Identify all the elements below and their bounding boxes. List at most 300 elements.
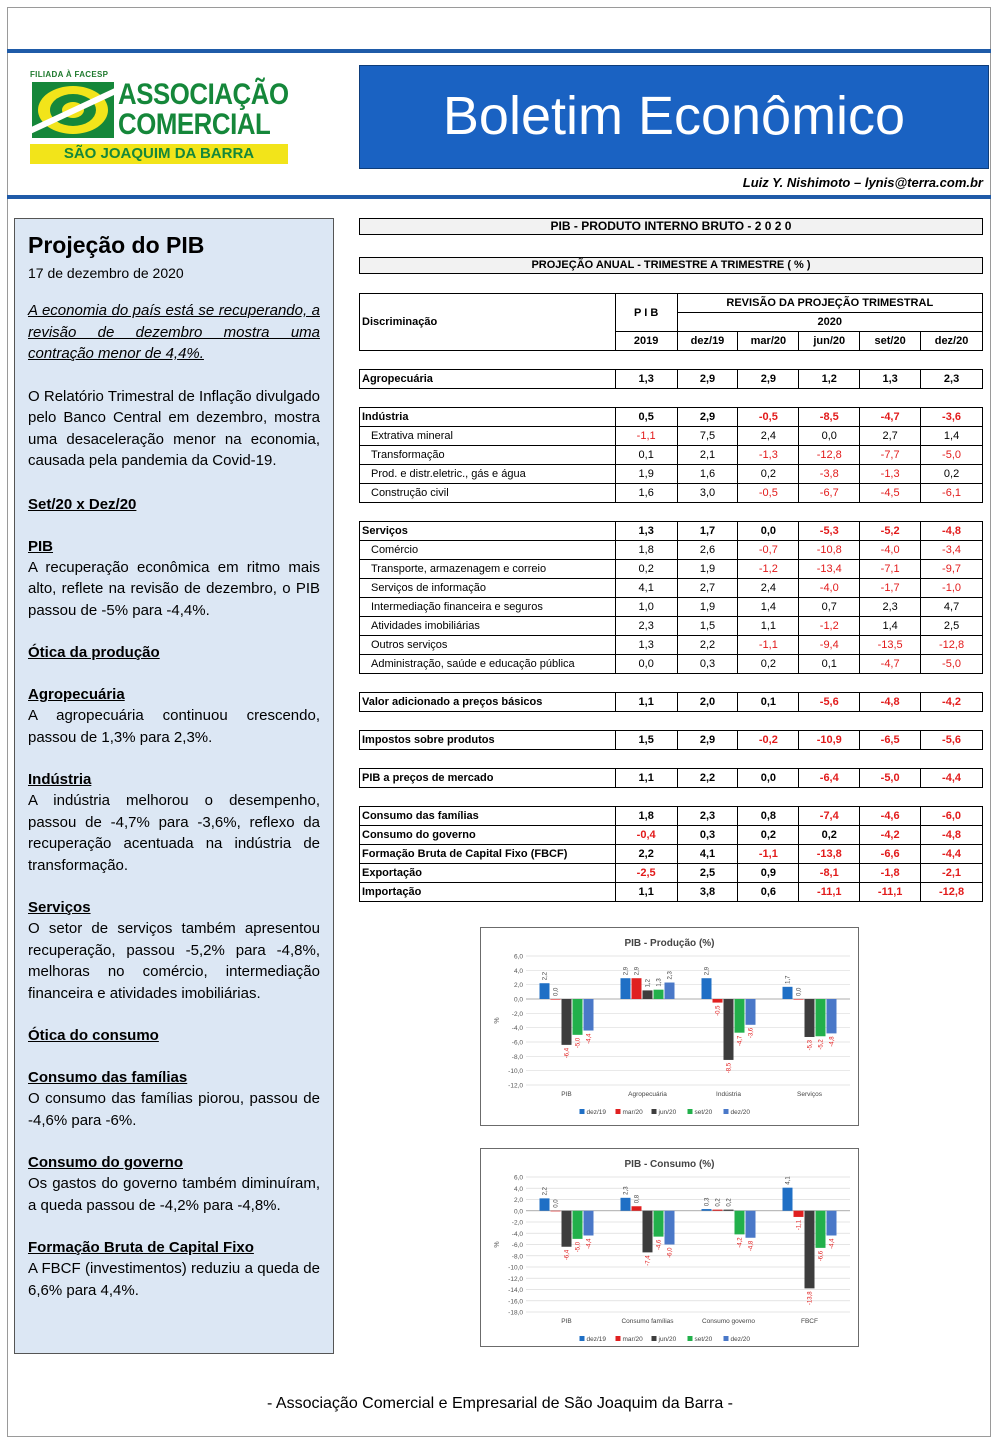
- row-label: Atividades imobiliárias: [360, 617, 616, 636]
- row-value: -4,0: [799, 579, 860, 598]
- row-label: Importação: [360, 883, 616, 902]
- bar-set-20: [816, 1211, 826, 1248]
- y-tick-label: -2,0: [511, 1219, 523, 1227]
- chart-ylabel: %: [494, 1017, 501, 1024]
- data-label: 2,2: [542, 971, 549, 981]
- row-value: 1,8: [615, 541, 677, 560]
- data-label: 1,3: [656, 978, 663, 987]
- row-value: -4,4: [921, 845, 983, 864]
- section-agro-heading: Agropecuária: [28, 686, 125, 703]
- row-value: 2,9: [677, 408, 738, 427]
- logo-affiliation: FILIADA À FACESP: [30, 70, 109, 79]
- row-value: 2,9: [677, 731, 738, 750]
- table-row: [360, 769, 983, 788]
- y-tick-label: -14,0: [508, 1287, 523, 1294]
- row-value: 0,0: [738, 522, 799, 541]
- data-label: 1,7: [785, 975, 792, 984]
- table-row: [360, 541, 983, 560]
- table-spacer: [360, 674, 983, 693]
- row-label: Serviços de informação: [360, 579, 616, 598]
- row-value: -0,7: [738, 541, 799, 560]
- row-label: Administração, saúde e educação pública: [360, 655, 616, 674]
- col-header: jun/20: [799, 332, 860, 351]
- row-value: 2,0: [677, 693, 738, 712]
- table-row: [360, 598, 983, 617]
- col-header: set/20: [860, 332, 921, 351]
- data-label: -4,7: [737, 1035, 744, 1047]
- table-row: [360, 845, 983, 864]
- row-value: 1,4: [738, 598, 799, 617]
- data-label: -0,5: [715, 1005, 722, 1016]
- row-value: 1,1: [738, 617, 799, 636]
- footer-text: - Associação Comercial e Empresarial de São Joaquim da Barra -: [267, 1395, 733, 1412]
- row-value: -1,2: [738, 560, 799, 579]
- y-tick-label: -8,0: [511, 1253, 523, 1261]
- table-spacer: [360, 503, 983, 522]
- row-value: -13,8: [799, 845, 860, 864]
- category-label: PIB: [561, 1091, 572, 1098]
- row-value: -6,5: [860, 731, 921, 750]
- y-tick-label: 0,0: [513, 1208, 523, 1216]
- bar-dez-19: [621, 978, 631, 999]
- data-label: -4,4: [829, 1238, 836, 1249]
- row-value: -4,6: [860, 807, 921, 826]
- table-row: [360, 826, 983, 845]
- bar-set-20: [735, 1211, 745, 1235]
- row-label: Transporte, armazenagem e correio: [360, 560, 616, 579]
- row-value: -11,1: [799, 883, 860, 902]
- bar-jun-20: [724, 999, 734, 1060]
- row-value: -1,3: [738, 446, 799, 465]
- col-header: dez/20: [921, 332, 983, 351]
- table-subtitle: PROJEÇÃO ANUAL - TRIMESTRE A TRIMESTRE ( % ): [359, 257, 983, 274]
- y-tick-label: 6,0: [513, 1174, 523, 1182]
- logo-emblem-icon: [32, 82, 114, 138]
- row-value: 2,2: [615, 845, 677, 864]
- chart-ylabel: %: [494, 1241, 501, 1248]
- row-value: -3,8: [799, 465, 860, 484]
- data-label: -4,4: [586, 1238, 593, 1249]
- row-value: -1,8: [860, 864, 921, 883]
- row-value: -10,9: [799, 731, 860, 750]
- col-year: 2020: [677, 313, 982, 332]
- table-row: [360, 655, 983, 674]
- row-value: -9,4: [799, 636, 860, 655]
- row-value: 0,6: [738, 883, 799, 902]
- category-label: FBCF: [801, 1318, 818, 1325]
- category-label: Consumo famílias: [621, 1318, 674, 1325]
- row-value: 1,9: [615, 465, 677, 484]
- data-label: 4,1: [785, 1176, 792, 1185]
- legend-label: mar/20: [622, 1336, 643, 1343]
- table-spacer: [360, 389, 983, 408]
- bar-mar-20: [551, 1211, 561, 1212]
- row-value: 1,3: [860, 370, 921, 389]
- row-value: -0,2: [738, 731, 799, 750]
- table-title: PIB - PRODUTO INTERNO BRUTO - 2 0 2 0: [359, 218, 983, 235]
- bar-dez-20: [665, 1211, 675, 1245]
- y-tick-label: 6,0: [513, 953, 523, 961]
- bar-dez-20: [827, 999, 837, 1033]
- row-value: -5,6: [921, 731, 983, 750]
- bar-dez-20: [746, 1211, 756, 1238]
- data-label: -13,8: [807, 1291, 814, 1306]
- row-value: 2,3: [921, 370, 983, 389]
- legend-swatch: [724, 1109, 729, 1114]
- row-value: -4,7: [860, 655, 921, 674]
- bar-mar-20: [794, 1211, 804, 1217]
- legend-swatch: [616, 1109, 621, 1114]
- section-familias-text: O consumo das famílias piorou, passou de -4,6% para -6%.: [28, 1090, 320, 1129]
- row-value: -5,0: [860, 769, 921, 788]
- col-header: 2019: [615, 332, 677, 351]
- row-value: 2,5: [677, 864, 738, 883]
- row-value: 1,1: [615, 693, 677, 712]
- row-value: -4,8: [860, 693, 921, 712]
- section-consumo-heading: Ótica do consumo: [28, 1027, 159, 1044]
- section-governo-heading: Consumo do governo: [28, 1154, 183, 1171]
- table-row: [360, 864, 983, 883]
- row-value: -0,5: [738, 484, 799, 503]
- bar-mar-20: [632, 978, 642, 999]
- data-label: -4,6: [656, 1239, 663, 1250]
- row-value: 0,1: [738, 693, 799, 712]
- bar-dez-20: [746, 999, 756, 1025]
- section-industria-text: A indústria melhorou o desempenho, passou de -4,7% para -3,6%, reflexo da recuperação acentuada na indústria de transformação.: [28, 792, 320, 874]
- table-spacer: [360, 750, 983, 769]
- bar-dez-19: [783, 987, 793, 999]
- author-credit: Luiz Y. Nishimoto – lynis@terra.com.br: [742, 175, 983, 190]
- row-value: 0,3: [677, 655, 738, 674]
- table-row: [360, 446, 983, 465]
- row-value: 1,3: [615, 636, 677, 655]
- row-value: -4,4: [921, 769, 983, 788]
- category-label: Agropecuária: [628, 1091, 667, 1098]
- data-label: -3,6: [748, 1027, 755, 1039]
- row-value: 1,1: [615, 769, 677, 788]
- bar-mar-20: [551, 999, 561, 1000]
- table-row: [360, 408, 983, 427]
- data-label: -4,8: [748, 1240, 755, 1252]
- data-label: 2,9: [634, 966, 641, 976]
- row-value: 1,2: [799, 370, 860, 389]
- data-label: 2,3: [667, 971, 674, 980]
- data-label: -4,2: [737, 1237, 744, 1248]
- data-label: 0,2: [726, 1198, 733, 1207]
- row-value: -9,7: [921, 560, 983, 579]
- row-value: -4,0: [860, 541, 921, 560]
- row-value: -6,7: [799, 484, 860, 503]
- legend-label: dez/19: [586, 1109, 607, 1116]
- table-row: [360, 427, 983, 446]
- legend-label: mar/20: [622, 1109, 643, 1116]
- table-row: [360, 807, 983, 826]
- section-comparison-heading: Set/20 x Dez/20: [28, 495, 137, 513]
- data-label: 0,0: [796, 987, 803, 996]
- row-label: Consumo do governo: [360, 826, 616, 845]
- bar-jun-20: [724, 1210, 734, 1211]
- top-rule: [7, 49, 991, 53]
- y-tick-label: -6,0: [511, 1039, 523, 1047]
- table-row: [360, 731, 983, 750]
- chart-title: PIB - Consumo (%): [624, 1159, 715, 1170]
- data-label: -5,0: [575, 1037, 582, 1049]
- legend-swatch: [580, 1336, 585, 1341]
- table-spacer: [360, 788, 983, 807]
- row-value: 1,1: [615, 883, 677, 902]
- article-lead: A economia do país está se recuperando, a revisão de dezembro mostra uma contração menor de 4,4%.: [28, 302, 320, 362]
- bar-jun-20: [562, 1211, 572, 1247]
- col-header: mar/20: [738, 332, 799, 351]
- row-value: -1,7: [860, 579, 921, 598]
- bar-dez-19: [621, 1198, 631, 1211]
- data-label: -5,3: [807, 1039, 814, 1051]
- section-familias-heading: Consumo das famílias: [28, 1069, 188, 1086]
- row-value: -5,6: [799, 693, 860, 712]
- bar-jun-20: [643, 1211, 653, 1253]
- table-row: [360, 617, 983, 636]
- data-label: -4,4: [586, 1033, 593, 1044]
- bar-jun-20: [643, 990, 653, 999]
- legend-swatch: [688, 1336, 693, 1341]
- row-value: -2,1: [921, 864, 983, 883]
- legend-swatch: [688, 1109, 693, 1114]
- data-label: -5,2: [818, 1039, 825, 1050]
- row-value: 0,1: [615, 446, 677, 465]
- row-value: 7,5: [677, 427, 738, 446]
- row-value: 0,2: [799, 826, 860, 845]
- data-label: 1,2: [645, 979, 652, 988]
- data-label: 0,2: [715, 1198, 722, 1207]
- data-label: -1,1: [796, 1219, 803, 1231]
- chart-consumo-svg: [481, 1149, 858, 1346]
- header-rule: [7, 195, 991, 199]
- category-label: Indústria: [716, 1091, 741, 1098]
- row-value: -7,7: [860, 446, 921, 465]
- bar-dez-20: [665, 983, 675, 999]
- article-date: 17 de dezembro de 2020: [28, 265, 184, 281]
- row-value: -12,8: [921, 883, 983, 902]
- category-label: Consumo governo: [701, 1318, 756, 1325]
- row-label: Extrativa mineral: [360, 427, 616, 446]
- row-value: -6,6: [860, 845, 921, 864]
- y-tick-label: 2,0: [513, 1197, 523, 1204]
- row-value: 0,8: [738, 807, 799, 826]
- data-label: -8,5: [726, 1062, 733, 1074]
- table-row: [360, 693, 983, 712]
- bar-set-20: [654, 990, 664, 999]
- row-value: 0,7: [799, 598, 860, 617]
- bar-dez-19: [540, 983, 550, 999]
- y-tick-label: -10,0: [508, 1068, 523, 1076]
- col-revisao: REVISÃO DA PROJEÇÃO TRIMESTRAL: [677, 294, 982, 313]
- table-row: [360, 560, 983, 579]
- y-tick-label: -18,0: [508, 1309, 523, 1317]
- data-label: -6,6: [818, 1250, 825, 1262]
- bar-jun-20: [805, 1211, 815, 1289]
- row-label: Serviços: [360, 522, 616, 541]
- legend-label: dez/20: [730, 1109, 751, 1116]
- chart-title: PIB - Produção (%): [624, 938, 715, 949]
- logo-line-1: ASSOCIAÇÃO: [118, 78, 289, 111]
- row-value: -12,8: [921, 636, 983, 655]
- bar-dez-20: [584, 1211, 594, 1236]
- section-producao-heading: Ótica da produção: [28, 644, 160, 661]
- table-row: [360, 370, 983, 389]
- bar-set-20: [654, 1211, 664, 1237]
- row-value: -4,8: [921, 522, 983, 541]
- row-value: -1,0: [921, 579, 983, 598]
- bar-set-20: [573, 999, 583, 1035]
- row-value: 1,0: [615, 598, 677, 617]
- association-logo: [30, 70, 290, 166]
- row-label: Impostos sobre produtos: [360, 731, 616, 750]
- bar-mar-20: [713, 1210, 723, 1211]
- row-label: Intermediação financeira e seguros: [360, 598, 616, 617]
- article-title: Projeção do PIB: [28, 232, 205, 258]
- row-value: -6,1: [921, 484, 983, 503]
- row-value: 2,1: [677, 446, 738, 465]
- row-value: 0,2: [738, 826, 799, 845]
- row-value: -0,4: [615, 826, 677, 845]
- bar-dez-19: [702, 1209, 712, 1211]
- legend-swatch: [580, 1109, 585, 1114]
- row-label: Formação Bruta de Capital Fixo (FBCF): [360, 845, 616, 864]
- row-label: PIB a preços de mercado: [360, 769, 616, 788]
- legend-label: jun/20: [658, 1109, 677, 1116]
- legend-label: set/20: [694, 1336, 713, 1343]
- row-value: -2,5: [615, 864, 677, 883]
- row-value: 1,7: [677, 522, 738, 541]
- row-value: 2,2: [677, 769, 738, 788]
- section-fbcf-heading: Formação Bruta de Capital Fixo: [28, 1239, 254, 1256]
- row-value: -1,1: [738, 845, 799, 864]
- row-value: -1,1: [738, 636, 799, 655]
- row-value: 1,6: [615, 484, 677, 503]
- row-value: 1,9: [677, 598, 738, 617]
- y-tick-label: -10,0: [508, 1264, 523, 1272]
- legend-label: set/20: [694, 1109, 713, 1116]
- table-row: [360, 636, 983, 655]
- row-value: 4,1: [615, 579, 677, 598]
- row-label: Prod. e distr.eletric., gás e água: [360, 465, 616, 484]
- row-value: 0,0: [738, 769, 799, 788]
- row-value: 0,0: [799, 427, 860, 446]
- y-tick-label: -4,0: [511, 1230, 523, 1238]
- col-discriminacao: Discriminação: [360, 294, 616, 351]
- bar-dez-19: [540, 1198, 550, 1210]
- bar-dez-19: [702, 978, 712, 999]
- row-value: -6,4: [799, 769, 860, 788]
- row-value: -1,1: [615, 427, 677, 446]
- data-label: -6,4: [564, 1249, 571, 1261]
- section-pib-heading: PIB: [28, 537, 54, 555]
- bar-set-20: [735, 999, 745, 1033]
- bar-jun-20: [805, 999, 815, 1037]
- row-label: Comércio: [360, 541, 616, 560]
- row-value: 2,3: [615, 617, 677, 636]
- y-tick-label: -12,0: [508, 1082, 523, 1090]
- row-value: 2,4: [738, 579, 799, 598]
- row-value: 0,3: [677, 826, 738, 845]
- data-label: 2,9: [704, 966, 711, 976]
- row-value: 2,3: [677, 807, 738, 826]
- data-label: 2,9: [623, 966, 630, 976]
- row-value: 2,9: [738, 370, 799, 389]
- col-header: dez/19: [677, 332, 738, 351]
- chart-producao-svg: [481, 928, 858, 1125]
- data-label: 0,0: [553, 987, 560, 996]
- y-tick-label: -16,0: [508, 1298, 523, 1306]
- section-servicos-heading: Serviços: [28, 899, 91, 916]
- table-spacer: [360, 351, 983, 370]
- legend-label: dez/20: [730, 1336, 751, 1343]
- row-value: 1,4: [860, 617, 921, 636]
- row-value: -6,0: [921, 807, 983, 826]
- table-row: [360, 465, 983, 484]
- row-value: 2,2: [677, 636, 738, 655]
- legend-swatch: [724, 1336, 729, 1341]
- table-row: [360, 579, 983, 598]
- row-value: 2,3: [860, 598, 921, 617]
- row-value: 0,9: [738, 864, 799, 883]
- row-value: 1,5: [677, 617, 738, 636]
- data-label: 0,8: [634, 1194, 641, 1204]
- row-value: -4,2: [860, 826, 921, 845]
- row-value: -1,2: [799, 617, 860, 636]
- row-label: Transformação: [360, 446, 616, 465]
- row-value: 2,4: [738, 427, 799, 446]
- row-value: 0,2: [738, 465, 799, 484]
- y-tick-label: -6,0: [511, 1242, 523, 1249]
- data-label: 0,0: [553, 1199, 560, 1208]
- legend-swatch: [652, 1336, 657, 1341]
- row-value: 0,1: [799, 655, 860, 674]
- row-value: -5,2: [860, 522, 921, 541]
- row-label: Outros serviços: [360, 636, 616, 655]
- row-label: Exportação: [360, 864, 616, 883]
- row-value: -12,8: [799, 446, 860, 465]
- row-value: 4,1: [677, 845, 738, 864]
- row-value: -7,4: [799, 807, 860, 826]
- row-value: 3,0: [677, 484, 738, 503]
- data-label: -5,0: [575, 1241, 582, 1253]
- bar-mar-20: [794, 999, 804, 1000]
- row-value: -4,2: [921, 693, 983, 712]
- row-label: Agropecuária: [360, 370, 616, 389]
- row-value: -1,3: [860, 465, 921, 484]
- chart-producao: [480, 927, 859, 1126]
- row-value: 0,2: [738, 655, 799, 674]
- bar-dez-20: [827, 1211, 837, 1236]
- row-value: 4,7: [921, 598, 983, 617]
- row-value: -5,0: [921, 655, 983, 674]
- table-row: [360, 484, 983, 503]
- table-row: [360, 883, 983, 902]
- category-label: Serviços: [797, 1091, 822, 1098]
- chart-consumo: [480, 1148, 859, 1347]
- row-label: Valor adicionado a preços básicos: [360, 693, 616, 712]
- bar-jun-20: [562, 999, 572, 1045]
- row-value: 2,7: [677, 579, 738, 598]
- bar-set-20: [816, 999, 826, 1036]
- legend-swatch: [616, 1336, 621, 1341]
- row-value: 3,8: [677, 883, 738, 902]
- row-value: -4,5: [860, 484, 921, 503]
- bar-dez-19: [783, 1188, 793, 1211]
- bar-mar-20: [713, 999, 723, 1003]
- section-fbcf-text: A FBCF (investimentos) reduziu a queda de 6,6% para 4,4%.: [28, 1260, 320, 1299]
